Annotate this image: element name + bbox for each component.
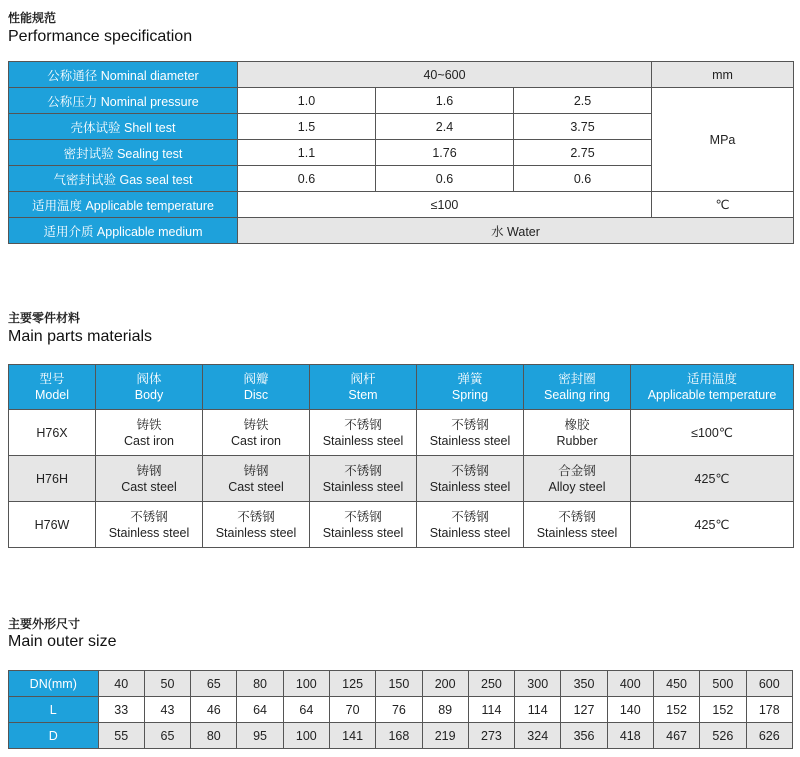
dn-cell: 80 xyxy=(237,671,283,697)
row-label: 公称压力 Nominal pressure xyxy=(9,88,238,114)
dn-cell: 200 xyxy=(422,671,468,697)
perf-title-cn: 性能规范 xyxy=(8,11,57,25)
header-stem: 阀杆 Stem xyxy=(310,365,417,410)
dn-cell: 100 xyxy=(283,671,329,697)
d-cell: 65 xyxy=(144,723,190,749)
d-cell: 55 xyxy=(98,723,144,749)
d-cell: 100 xyxy=(283,723,329,749)
unit-cell: ℃ xyxy=(652,192,794,218)
table-row xyxy=(9,192,794,218)
value-cell: 0.6 xyxy=(514,166,652,192)
value-cell: 2.4 xyxy=(376,114,514,140)
header-spring: 弹簧 Spring xyxy=(417,365,524,410)
model-cell: H76X xyxy=(9,410,96,456)
dn-cell: 450 xyxy=(653,671,699,697)
table-row xyxy=(9,697,793,723)
value-cell: 1.5 xyxy=(238,114,376,140)
d-cell: 219 xyxy=(422,723,468,749)
stem-cell: 不锈钢 Stainless steel xyxy=(310,502,417,548)
header-disc: 阀瓣 Disc xyxy=(203,365,310,410)
l-cell: 152 xyxy=(700,697,746,723)
model-cell: H76W xyxy=(9,502,96,548)
l-cell: 114 xyxy=(468,697,514,723)
ring-cell: 合金钢 Alloy steel xyxy=(524,456,631,502)
l-cell: 43 xyxy=(144,697,190,723)
dn-cell: 150 xyxy=(376,671,422,697)
body-cell: 不锈钢 Stainless steel xyxy=(96,502,203,548)
materials-title-en: Main parts materials xyxy=(8,328,153,345)
perf-title-en: Performance specification xyxy=(8,28,193,45)
row-label: 密封试验 Sealing test xyxy=(9,140,238,166)
value-cell: 1.76 xyxy=(376,140,514,166)
table-row xyxy=(9,723,793,749)
dn-cell: 250 xyxy=(468,671,514,697)
outer-size-table xyxy=(8,670,793,749)
unit-cell: MPa xyxy=(652,88,794,192)
model-cell: H76H xyxy=(9,456,96,502)
header-temperature: 适用温度 Applicable temperature xyxy=(631,365,794,410)
l-cell: 114 xyxy=(515,697,561,723)
temp-cell: 425℃ xyxy=(631,502,794,548)
table-header-row xyxy=(9,365,794,410)
disc-cell: 铸钢 Cast steel xyxy=(203,456,310,502)
table-row xyxy=(9,456,794,502)
body-cell: 铸铁 Cast iron xyxy=(96,410,203,456)
l-cell: 76 xyxy=(376,697,422,723)
d-cell: 324 xyxy=(515,723,561,749)
row-label: 壳体试验 Shell test xyxy=(9,114,238,140)
dn-cell: 500 xyxy=(700,671,746,697)
table-row xyxy=(9,62,794,88)
d-cell: 168 xyxy=(376,723,422,749)
value-cell: ≤100 xyxy=(238,192,652,218)
temp-cell: ≤100℃ xyxy=(631,410,794,456)
d-cell: 356 xyxy=(561,723,607,749)
d-cell: 95 xyxy=(237,723,283,749)
d-cell: 80 xyxy=(191,723,237,749)
value-cell: 0.6 xyxy=(376,166,514,192)
l-cell: 140 xyxy=(607,697,653,723)
value-cell: 2.5 xyxy=(514,88,652,114)
d-cell: 626 xyxy=(746,723,793,749)
dn-cell: 300 xyxy=(515,671,561,697)
dn-cell: 50 xyxy=(144,671,190,697)
l-cell: 64 xyxy=(283,697,329,723)
l-cell: 89 xyxy=(422,697,468,723)
l-cell: 152 xyxy=(653,697,699,723)
unit-cell: mm xyxy=(652,62,794,88)
value-cell: 1.1 xyxy=(238,140,376,166)
disc-cell: 不锈钢 Stainless steel xyxy=(203,502,310,548)
d-cell: 273 xyxy=(468,723,514,749)
table-row xyxy=(9,88,794,114)
spring-cell: 不锈钢 Stainless steel xyxy=(417,410,524,456)
outer-title-cn: 主要外形尺寸 xyxy=(8,617,81,631)
dn-cell: 600 xyxy=(746,671,793,697)
d-cell: 141 xyxy=(329,723,375,749)
value-cell: 3.75 xyxy=(514,114,652,140)
materials-title-cn: 主要零件材料 xyxy=(8,311,81,325)
value-cell: 2.75 xyxy=(514,140,652,166)
value-cell: 40~600 xyxy=(238,62,652,88)
dn-cell: 125 xyxy=(329,671,375,697)
value-cell: 水 Water xyxy=(238,218,794,244)
value-cell: 0.6 xyxy=(238,166,376,192)
l-cell: 64 xyxy=(237,697,283,723)
d-cell: 526 xyxy=(700,723,746,749)
row-label: D xyxy=(9,723,99,749)
table-row xyxy=(9,410,794,456)
performance-table xyxy=(8,61,794,244)
row-label: 适用介质 Applicable medium xyxy=(9,218,238,244)
l-cell: 178 xyxy=(746,697,793,723)
table-row xyxy=(9,671,793,697)
table-row xyxy=(9,218,794,244)
ring-cell: 橡胶 Rubber xyxy=(524,410,631,456)
row-label: 适用温度 Applicable temperature xyxy=(9,192,238,218)
row-label: L xyxy=(9,697,99,723)
l-cell: 127 xyxy=(561,697,607,723)
value-cell: 1.0 xyxy=(238,88,376,114)
d-cell: 467 xyxy=(653,723,699,749)
row-label: 公称通径 Nominal diameter xyxy=(9,62,238,88)
materials-table xyxy=(8,364,794,548)
stem-cell: 不锈钢 Stainless steel xyxy=(310,410,417,456)
l-cell: 70 xyxy=(329,697,375,723)
table-row xyxy=(9,502,794,548)
dn-cell: 400 xyxy=(607,671,653,697)
outer-title-en: Main outer size xyxy=(8,633,117,650)
dn-cell: 65 xyxy=(191,671,237,697)
header-sealing-ring: 密封圈 Sealing ring xyxy=(524,365,631,410)
value-cell: 1.6 xyxy=(376,88,514,114)
header-body: 阀体 Body xyxy=(96,365,203,410)
disc-cell: 铸铁 Cast iron xyxy=(203,410,310,456)
spring-cell: 不锈钢 Stainless steel xyxy=(417,502,524,548)
spring-cell: 不锈钢 Stainless steel xyxy=(417,456,524,502)
dn-cell: 40 xyxy=(98,671,144,697)
temp-cell: 425℃ xyxy=(631,456,794,502)
d-cell: 418 xyxy=(607,723,653,749)
stem-cell: 不锈钢 Stainless steel xyxy=(310,456,417,502)
l-cell: 33 xyxy=(98,697,144,723)
dn-cell: 350 xyxy=(561,671,607,697)
body-cell: 铸钢 Cast steel xyxy=(96,456,203,502)
row-label: DN(mm) xyxy=(9,671,99,697)
header-model: 型号 Model xyxy=(9,365,96,410)
ring-cell: 不锈钢 Stainless steel xyxy=(524,502,631,548)
row-label: 气密封试验 Gas seal test xyxy=(9,166,238,192)
l-cell: 46 xyxy=(191,697,237,723)
